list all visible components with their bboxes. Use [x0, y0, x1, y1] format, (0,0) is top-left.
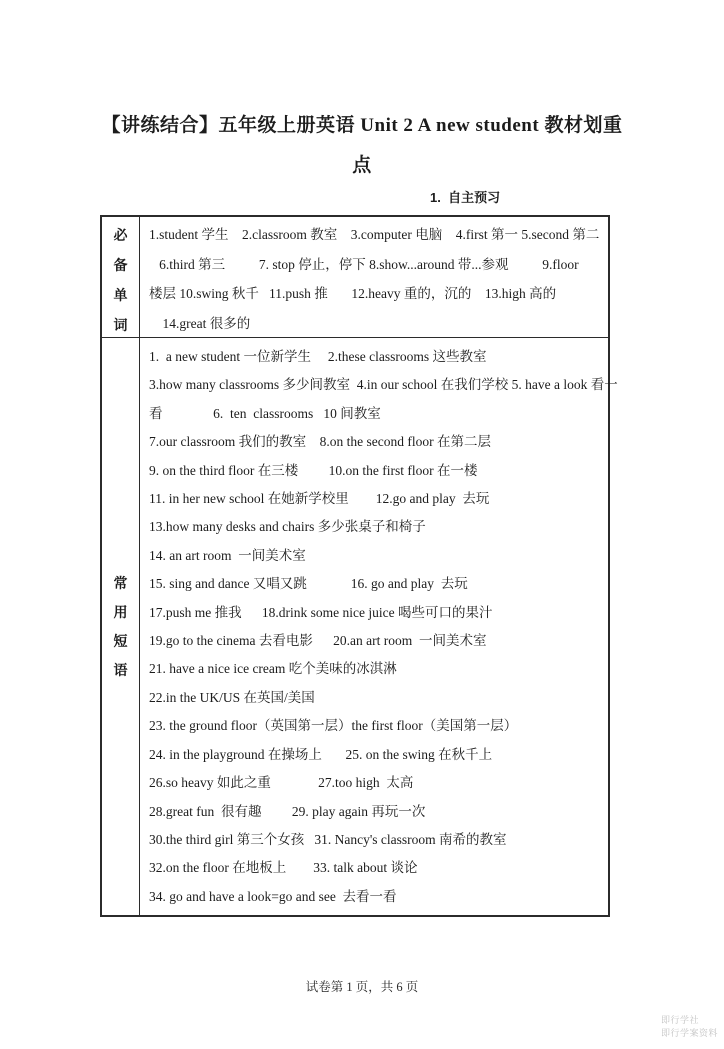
document-title-line1: 【讲练结合】五年级上册英语 Unit 2 A new student 教材划重 — [101, 115, 623, 136]
table-text-line: 28.great fun 很有趣 29. play again 再玩一次 — [149, 803, 426, 819]
table-text-line: 34. go and have a look=go and see 去看一看 — [149, 888, 397, 904]
table-text-line: 17.push me 推我 18.drink some nice juice 喝些可口的果汁 — [149, 604, 493, 620]
table-text-line: 13.how many desks and chairs 多少张桌子和椅子 — [149, 519, 426, 535]
table-text-line: 24. in the playground 在操场上 25. on the swing 在秋千上 — [149, 746, 493, 762]
row-header-words — [102, 217, 140, 337]
watermark — [636, 1003, 718, 1049]
row-header-char: 语 — [113, 661, 128, 678]
table-text-line: 23. the ground floor（英国第一层）the first floor（美国第一层） — [149, 718, 518, 734]
row-content-words — [140, 217, 608, 337]
watermark-right: 即行学案资料 — [660, 1028, 718, 1038]
row-header-char: 必 — [113, 227, 128, 243]
document-title — [0, 106, 724, 186]
table-text-line: 22.in the UK/US 在英国/美国 — [149, 689, 315, 705]
row-header-char: 常 — [113, 574, 128, 591]
page-footer: 试卷第 1 页，共 6 页 — [305, 980, 419, 994]
table-text-line: 26.so heavy 如此之重 27.too high 太高 — [149, 775, 414, 791]
row-content-phrases — [140, 338, 624, 915]
table-text-line: 9. on the third floor 在三楼 10.on the first floor 在一楼 — [149, 462, 478, 478]
table-text-line: 3.how many classrooms 多少间教室 4.in our school 在我们学校 5. have a look 看一 — [149, 377, 618, 393]
row-header-char: 词 — [113, 317, 128, 333]
table-text-line: 21. have a nice ice cream 吃个美味的冰淇淋 — [149, 661, 397, 677]
table-text-line: 19.go to the cinema 去看电影 20.an art room 一间美术室 — [149, 633, 487, 649]
table-text-line: 1.student 学生 2.classroom 教室 3.computer 电脑 4.first 第一 5.second 第二 — [149, 227, 600, 242]
document-title-line2: 点 — [352, 155, 372, 176]
watermark-left: 即行学社 — [660, 1015, 699, 1025]
vocab-table — [100, 215, 618, 917]
table-text-line: 15. sing and dance 又唱又跳 16. go and play 去玩 — [149, 576, 468, 592]
table-text-line: 32.on the floor 在地板上 33. talk about 谈论 — [149, 860, 418, 876]
row-header-char: 备 — [113, 257, 128, 273]
table-text-line: 看 6. ten classrooms 10 间教室 — [149, 405, 381, 421]
table-text-line: 1. a new student 一位新学生 2.these classrooms 这些教室 — [149, 349, 487, 364]
section-heading: 1. 自主预习 — [430, 190, 501, 205]
row-header-char: 短 — [113, 632, 128, 649]
table-text-line: 7.our classroom 我们的教室 8.on the second floor 在第二层 — [149, 434, 491, 450]
table-text-line: 6.third 第三 7. stop 停止，停下 8.show...around 带...参观 9.floor — [149, 256, 579, 272]
table-text-line: 14. an art room 一间美术室 — [149, 547, 306, 563]
row-header-phrases — [102, 338, 140, 915]
row-header-char: 用 — [113, 603, 128, 620]
row-header-char: 单 — [113, 287, 128, 303]
table-text-line: 30.the third girl 第三个女孩 31. Nancy's classroom 南希的教室 — [149, 831, 507, 847]
table-text-line: 11. in her new school 在她新学校里 12.go and play 去玩 — [149, 491, 490, 507]
table-text-line: 楼层 10.swing 秋千 11.push 推 12.heavy 重的，沉的 13.high 高的 — [149, 286, 557, 301]
table-row-phrases — [102, 337, 618, 915]
table-text-line: 14.great 很多的 — [149, 315, 251, 331]
table-row-words — [102, 217, 608, 337]
